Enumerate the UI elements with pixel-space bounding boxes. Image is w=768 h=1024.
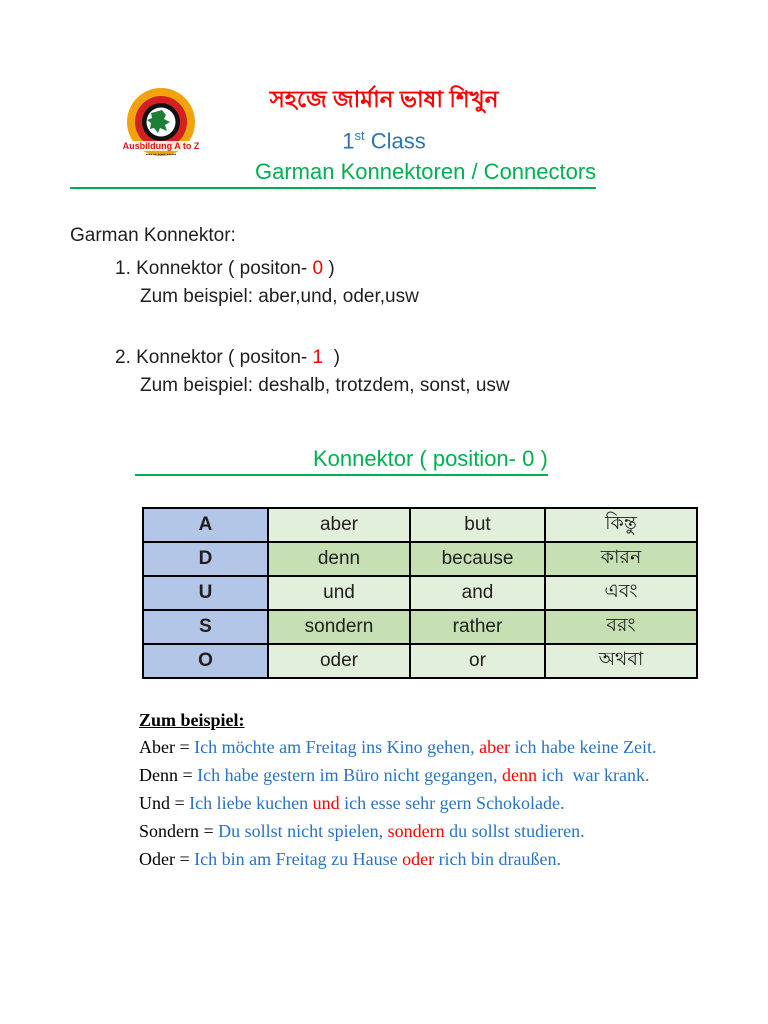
class-ordinal-sup: st <box>354 128 365 143</box>
example-label: Und = <box>139 793 190 814</box>
example-text-blue: Du sollst nicht spielen, <box>218 821 388 842</box>
example-line-sondern <box>139 817 768 845</box>
cell-german: sondern <box>268 610 410 644</box>
logo-title: Ausbildung A to Z <box>116 141 206 151</box>
cell-letter: D <box>143 542 268 576</box>
example-text-blue: du sollst studieren. <box>444 821 585 842</box>
example-text-blue: ich esse sehr gern Schokolade. <box>339 793 565 814</box>
cell-german: oder <box>268 644 410 678</box>
example-line-denn <box>139 761 768 789</box>
example-text-blue: Ich liebe kuchen <box>189 793 313 814</box>
table-row <box>143 644 697 678</box>
konnektor-table <box>142 507 698 679</box>
cell-letter: U <box>143 576 268 610</box>
item-highlight: 0 <box>312 258 324 280</box>
example-text-blue: Ich bin am Freitag zu Hause <box>194 849 403 870</box>
intro-item-2 <box>115 345 768 371</box>
intro-example-1: Zum beispiel: aber,und, oder,usw <box>140 286 419 308</box>
item-text: Konnektor ( positon- <box>136 258 313 280</box>
examples-section <box>139 707 768 873</box>
cell-bengali: বরং <box>545 610 697 644</box>
example-text-blue: rich bin draußen. <box>434 849 562 870</box>
logo-tagline: •••• •• ••••• •••••• <box>145 152 177 157</box>
cell-english: and <box>410 576 545 610</box>
example-label: Oder = <box>139 849 195 870</box>
section-underline <box>135 447 548 476</box>
cell-bengali: কিন্তু <box>545 508 697 542</box>
example-label: Denn = <box>139 765 198 786</box>
item-highlight: 1 <box>312 347 324 369</box>
section-heading: Konnektor ( position- 0 ) <box>313 446 548 472</box>
intro-example-2: Zum beispiel: deshalb, trotzdem, sonst, usw <box>140 375 510 397</box>
table-row <box>143 542 697 576</box>
example-connector-red: oder <box>402 849 435 870</box>
logo-emblem-icon <box>116 86 206 172</box>
table-row <box>143 576 697 610</box>
example-connector-red: und <box>312 793 340 814</box>
cell-english: but <box>410 508 545 542</box>
table-row <box>143 508 697 542</box>
item-text: Konnektor ( positon- <box>136 347 313 369</box>
page-title-bengali: সহজে জার্মান ভাষা শিখুন <box>269 86 499 112</box>
example-line-aber <box>139 733 768 761</box>
item-number: 2. <box>115 347 137 369</box>
class-number: 1 <box>342 128 355 154</box>
example-connector-red: aber <box>479 737 511 758</box>
intro-section <box>70 223 768 399</box>
section-heading-row <box>135 447 768 476</box>
cell-german: denn <box>268 542 410 576</box>
cell-english: because <box>410 542 545 576</box>
cell-german: und <box>268 576 410 610</box>
item-text-end: ) <box>323 347 340 369</box>
cell-letter: A <box>143 508 268 542</box>
item-text-end: ) <box>323 258 335 280</box>
cell-bengali: এবং <box>545 576 697 610</box>
item-number: 1. <box>115 258 137 280</box>
example-connector-red: sondern <box>387 821 445 842</box>
intro-heading: Garman Konnektor: <box>70 225 236 247</box>
example-text-blue: ich habe keine Zeit. <box>510 737 657 758</box>
spacer <box>70 310 768 338</box>
cell-german: aber <box>268 508 410 542</box>
cell-letter: S <box>143 610 268 644</box>
cell-letter: O <box>143 644 268 678</box>
intro-item-1 <box>115 256 768 282</box>
header <box>0 84 768 189</box>
example-text-blue: Ich habe gestern im Büro nicht gegangen, <box>197 765 503 786</box>
page-subtitle: Garman Konnektoren / Connectors <box>255 159 597 185</box>
examples-heading: Zum beispiel: <box>139 710 245 731</box>
example-text-blue: Ich möchte am Freitag ins Kino gehen, <box>194 737 480 758</box>
example-text-blue: ich war krank. <box>537 765 650 786</box>
example-label: Aber = <box>139 737 195 758</box>
cell-english: or <box>410 644 545 678</box>
table-row <box>143 610 697 644</box>
example-line-und <box>139 789 768 817</box>
cell-bengali: অথবা <box>545 644 697 678</box>
cell-english: rather <box>410 610 545 644</box>
example-connector-red: denn <box>502 765 538 786</box>
example-label: Sondern = <box>139 821 219 842</box>
logo <box>116 86 206 172</box>
cell-bengali: কারন <box>545 542 697 576</box>
class-word: Class <box>364 128 426 154</box>
example-line-oder <box>139 845 768 873</box>
